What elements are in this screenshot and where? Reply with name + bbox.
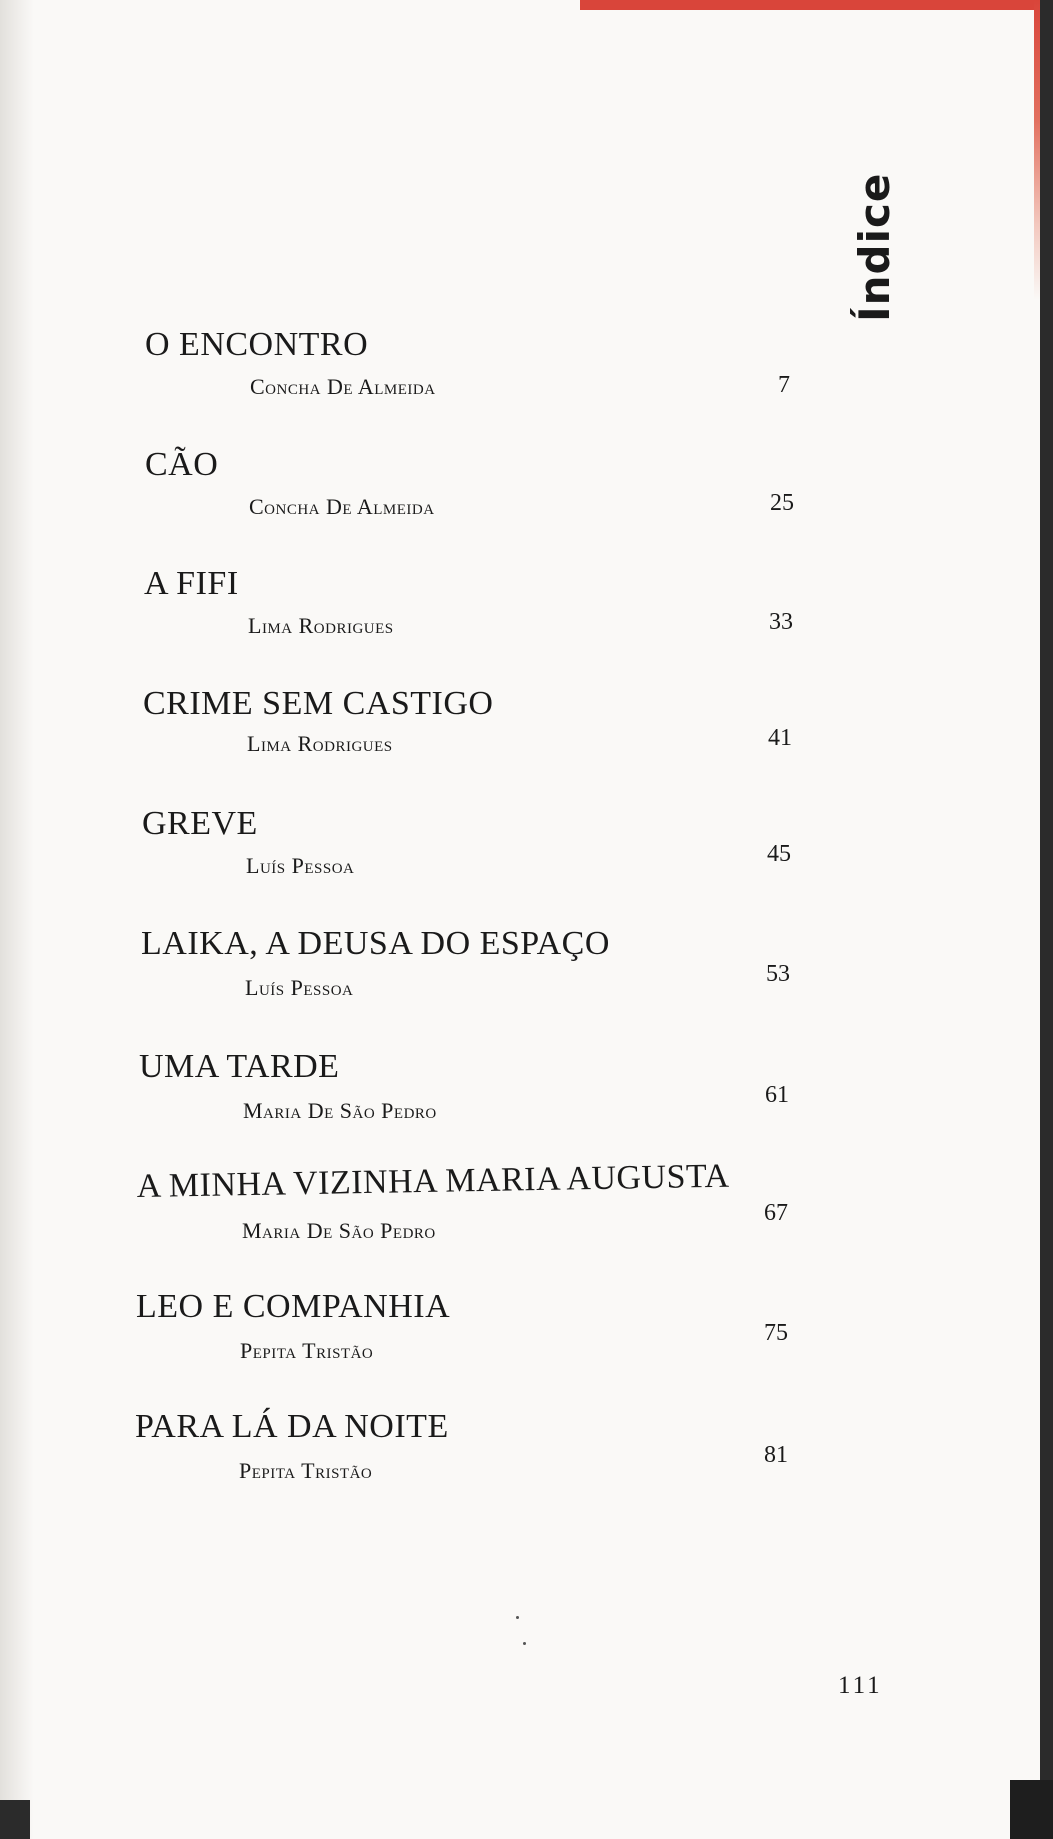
red-edge-band — [1034, 0, 1040, 300]
entry-author: Luís Pessoa — [245, 975, 354, 1000]
toc-entry — [0, 685, 1040, 795]
entry-page-number: 75 — [764, 1320, 788, 1346]
entry-title: O ENCONTRO — [145, 326, 369, 363]
entry-title: PARA LÁ DA NOITE — [135, 1408, 449, 1445]
entry-page-number: 61 — [765, 1082, 789, 1108]
entry-author: Concha De Almeida — [250, 374, 436, 399]
entry-author: Maria De São Pedro — [242, 1218, 436, 1243]
entry-author: Maria De São Pedro — [243, 1098, 437, 1123]
toc-entry — [0, 326, 1040, 436]
toc-entry — [0, 1408, 1040, 1518]
entry-author: Pepita Tristão — [239, 1458, 373, 1483]
toc-entry — [0, 1288, 1040, 1398]
ink-speck — [516, 1616, 519, 1619]
toc-entry — [0, 1157, 1040, 1278]
entry-page-number: 81 — [764, 1442, 788, 1468]
index-heading: Índice — [850, 172, 899, 322]
entry-author: Luís Pessoa — [246, 853, 355, 878]
entry-author: Pepita Tristão — [240, 1338, 374, 1363]
entry-page-number: 45 — [767, 841, 791, 867]
toc-entry — [0, 805, 1040, 915]
entry-page-number: 67 — [764, 1200, 788, 1226]
entry-title: A MINHA VIZINHA MARIA AUGUSTA — [136, 1157, 730, 1206]
entry-title: CRIME SEM CASTIGO — [143, 685, 494, 722]
gutter-shadow — [0, 0, 34, 1839]
toc-entry — [0, 446, 1040, 556]
toc-entry — [0, 925, 1040, 1035]
entry-title: LAIKA, A DEUSA DO ESPAÇO — [141, 925, 610, 962]
entry-page-number: 7 — [778, 372, 790, 398]
background-corner — [0, 1800, 30, 1839]
entry-page-number: 41 — [768, 725, 792, 751]
entry-title: LEO E COMPANHIA — [136, 1288, 451, 1325]
entry-author: Concha De Almeida — [249, 494, 435, 519]
entry-page-number: 25 — [770, 490, 794, 516]
ink-speck — [523, 1642, 526, 1645]
toc-entry — [0, 1048, 1040, 1158]
entry-title: CÃO — [145, 446, 219, 483]
entry-title: GREVE — [142, 805, 258, 842]
entry-page-number: 53 — [766, 961, 790, 987]
page-number: 111 — [838, 1672, 883, 1699]
entry-title: A FIFI — [144, 565, 239, 602]
entry-author: Lima Rodrigues — [247, 731, 393, 756]
background-corner — [1010, 1780, 1053, 1839]
entry-page-number: 33 — [769, 609, 793, 635]
entry-title: UMA TARDE — [139, 1048, 340, 1085]
toc-entry — [0, 565, 1040, 675]
red-top-band — [580, 0, 1040, 10]
entry-author: Lima Rodrigues — [248, 613, 394, 638]
